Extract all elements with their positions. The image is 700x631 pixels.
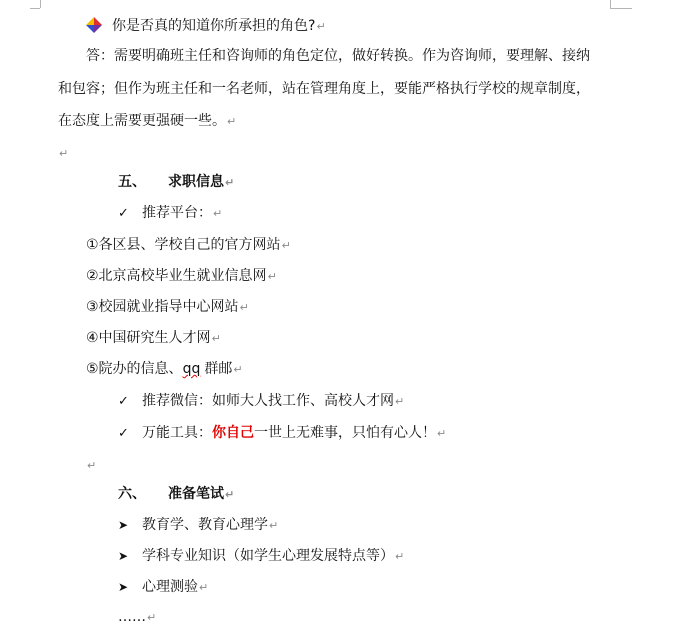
list-item [86, 359, 243, 380]
paragraph-mark: ↵ [211, 332, 221, 345]
list-item [118, 577, 208, 598]
ellipsis-line [118, 607, 156, 628]
checkmark-icon: ✓ [118, 426, 129, 441]
paragraph-mark: ↵ [239, 301, 249, 314]
paragraph-mark: ↵ [213, 207, 223, 220]
paragraph-mark: ↵ [199, 581, 209, 594]
checkmark-icon: ✓ [118, 394, 129, 409]
arrow-bullet-icon: ➤ [118, 580, 129, 594]
crop-mark-top-left-h [30, 8, 40, 9]
list-item [86, 297, 249, 318]
answer-line-1 [86, 46, 590, 66]
section-number: 六、 [118, 486, 146, 502]
platform-item-prefix: ⑤院办的信息、 [86, 361, 183, 377]
paragraph-mark: ↵ [395, 395, 405, 408]
crop-mark-top-left [40, 0, 41, 8]
answer-text-2: 和包容；但作为班主任和一名老师，站在管理角度上，要能严格执行学校的规章制度， [58, 81, 590, 97]
arrow-bullet-icon: ➤ [118, 549, 129, 563]
crop-mark-top-right-h [610, 8, 632, 9]
platform-label-line [118, 203, 222, 224]
list-item [86, 328, 221, 349]
paragraph-mark: ↵ [87, 459, 97, 472]
platform-item-suffix: 群邮 [204, 361, 233, 377]
section-heading-5 [118, 172, 234, 193]
empty-paragraph [58, 143, 68, 164]
wechat-line [118, 391, 404, 412]
exam-item: 学科专业知识（如学生心理发展特点等） [142, 548, 394, 564]
ellipsis-text: …… [118, 609, 146, 625]
tool-line [118, 423, 446, 444]
paragraph-mark: ↵ [395, 550, 405, 563]
list-item [118, 546, 404, 567]
question-text: 你是否真的知道你所承担的角色? [112, 18, 316, 34]
arrow-bullet-icon: ➤ [118, 518, 129, 532]
question-line [86, 16, 326, 37]
paragraph-mark: ↵ [269, 519, 279, 532]
crop-mark-top-right [610, 0, 611, 8]
paragraph-mark: ↵ [147, 611, 157, 624]
answer-text-3: 在态度上需要更强硬一些。 [58, 113, 226, 129]
wechat-text: 推荐微信：如师大人找工作、高校人才网 [142, 393, 394, 409]
platform-label: 推荐平台： [142, 205, 212, 221]
checkmark-icon: ✓ [118, 206, 129, 221]
empty-paragraph [86, 455, 96, 476]
tool-suffix: 一世上无难事，只怕有心人！ [254, 425, 436, 441]
list-item [86, 266, 277, 287]
section-number: 五、 [118, 174, 146, 190]
paragraph-mark: ↵ [437, 427, 447, 440]
exam-item: 心理测验 [142, 579, 198, 595]
list-item [118, 515, 278, 536]
exam-item: 教育学、教育心理学 [142, 517, 268, 533]
paragraph-mark: ↵ [267, 270, 277, 283]
platform-item: ④中国研究生人才网 [86, 330, 211, 346]
paragraph-mark: ↵ [227, 115, 237, 128]
paragraph-mark: ↵ [59, 147, 69, 160]
colorful-diamond-bullet-icon [86, 17, 102, 33]
paragraph-mark: ↵ [281, 239, 291, 252]
section-title: 求职信息 [168, 174, 224, 190]
spellcheck-word: qq [182, 361, 201, 377]
platform-item: ③校园就业指导中心网站 [86, 299, 239, 315]
paragraph-mark: ↵ [316, 20, 326, 33]
paragraph-mark: ↵ [225, 488, 235, 501]
answer-line-3 [58, 111, 236, 132]
paragraph-mark: ↵ [225, 176, 235, 189]
platform-item: ①各区县、学校自己的官方网站 [86, 237, 281, 253]
answer-line-2 [58, 79, 590, 99]
list-item [86, 235, 291, 256]
answer-text-1: 答：需要明确班主任和咨询师的角色定位，做好转换。作为咨询师，要理解、接纳 [86, 48, 590, 64]
platform-item: ②北京高校毕业生就业信息网 [86, 268, 267, 284]
paragraph-mark: ↵ [233, 363, 243, 376]
tool-prefix: 万能工具： [142, 425, 212, 441]
tool-highlight: 你自己 [212, 425, 254, 441]
section-heading-6 [118, 484, 234, 505]
section-title: 准备笔试 [168, 486, 224, 502]
